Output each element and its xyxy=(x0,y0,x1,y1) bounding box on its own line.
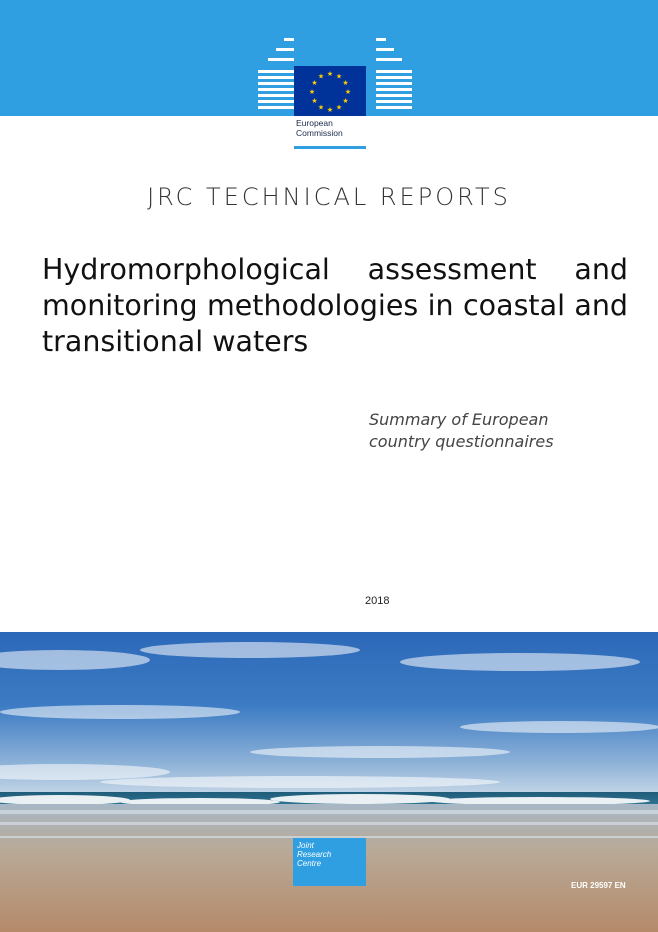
svg-text:★: ★ xyxy=(344,88,352,96)
report-subtitle xyxy=(369,409,609,453)
logo-wordmark xyxy=(296,118,376,138)
svg-text:★: ★ xyxy=(308,88,316,96)
svg-text:★: ★ xyxy=(317,72,325,81)
svg-text:★: ★ xyxy=(326,106,334,114)
jrc-logo-box xyxy=(293,838,366,886)
report-number: EUR 29597 EN xyxy=(571,881,626,890)
svg-text:★: ★ xyxy=(311,97,318,105)
report-series: JRC TECHNICAL REPORTS xyxy=(147,183,511,211)
svg-text:★: ★ xyxy=(311,79,318,87)
jrc-line-joint: Joint xyxy=(297,841,314,850)
svg-text:★: ★ xyxy=(335,72,343,81)
svg-text:★: ★ xyxy=(342,97,349,105)
svg-text:★: ★ xyxy=(342,79,349,87)
logo-underline xyxy=(294,146,366,149)
report-title: Hydromorphological assessment and monitoring methodologies in coastal and transitional waters xyxy=(42,253,628,358)
logo-line-commission: Commission xyxy=(296,128,343,138)
publication-year: 2018 xyxy=(365,595,390,607)
jrc-logo-text xyxy=(297,841,331,868)
svg-text:★: ★ xyxy=(335,103,343,112)
seascape-image xyxy=(0,632,658,932)
jrc-line-centre: Centre xyxy=(297,859,322,868)
subtitle-line-1: Summary of European xyxy=(369,410,549,429)
jrc-line-research: Research xyxy=(297,850,332,859)
svg-text:★: ★ xyxy=(326,70,334,78)
subtitle-line-2: country questionnaires xyxy=(369,432,554,451)
logo-line-european: European xyxy=(296,118,333,128)
svg-text:★: ★ xyxy=(317,103,325,112)
cover-photo-seascape xyxy=(0,632,658,932)
